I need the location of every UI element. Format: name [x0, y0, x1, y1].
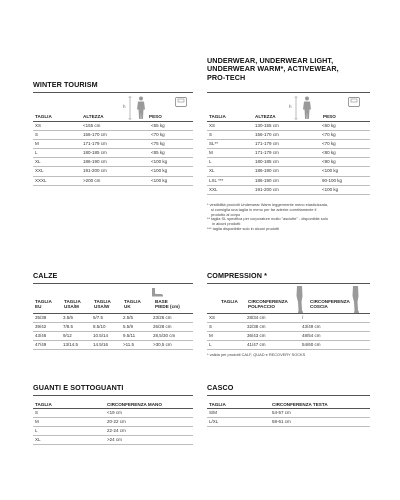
table-cell: M — [207, 149, 255, 158]
table-cell: 43/49 cm — [302, 323, 370, 332]
table-cell: 171-179 cm — [255, 140, 322, 149]
table-cell: 22-24 cm — [107, 427, 193, 436]
table-cell: 32/38 cm — [247, 323, 302, 332]
table-row — [33, 323, 193, 332]
table-row — [33, 167, 193, 176]
table-cell: XXXL — [33, 176, 83, 185]
table-row — [33, 409, 193, 418]
table-row — [207, 158, 370, 167]
table-cell: XS — [207, 122, 255, 131]
table-row — [33, 427, 193, 436]
column-header-line: UK — [124, 304, 131, 310]
table-cell: 180-185 cm — [255, 158, 322, 167]
table-cell: <75 kg — [151, 140, 193, 149]
person-height-icon — [292, 95, 322, 121]
column-header-line: BASE — [155, 299, 168, 304]
table-row — [207, 409, 370, 418]
calze-size-table — [33, 313, 193, 350]
table-row — [33, 436, 193, 445]
column-header-line: EU — [35, 304, 42, 310]
table-cell: 14.5/16 — [93, 341, 123, 350]
guanti-title-rule — [33, 395, 193, 396]
note-line: si consiglia una taglia in meno per far aderire correttamente il — [211, 206, 317, 212]
column-header — [124, 299, 141, 309]
table-row — [207, 122, 370, 131]
winter-size-table — [33, 121, 193, 186]
table-row — [207, 167, 370, 176]
table-row — [33, 314, 193, 323]
table-cell: XL — [207, 167, 255, 176]
table-row — [33, 176, 193, 185]
table-row — [207, 149, 370, 158]
underwear-col-size: TAGLIA — [209, 114, 226, 119]
table-cell: >24 cm — [107, 436, 193, 445]
table-cell: 20-22 cm — [107, 418, 193, 427]
table-cell: XXL — [33, 167, 83, 176]
winter-col-size: TAGLIA — [35, 114, 52, 119]
table-cell: S — [33, 131, 83, 140]
table-cell: SL** — [207, 140, 255, 149]
column-header-line: CIRCONFERENZA — [310, 299, 350, 304]
note-line: * vestibilità prodotti Underwear Warm leggermente meno elasticizzata, — [207, 202, 328, 207]
table-cell: 35/38 — [33, 314, 63, 323]
table-row — [33, 131, 193, 140]
table-cell: 186-190 cm — [255, 167, 322, 176]
table-cell: 8.5/10 — [93, 323, 123, 332]
underwear-title-line: UNDERWEAR, UNDERWEAR LIGHT, — [207, 56, 334, 65]
column-header-line: TAGLIA — [94, 299, 111, 304]
table-row — [33, 158, 193, 167]
table-cell: S — [33, 409, 107, 418]
table-cell: <80 kg — [322, 149, 370, 158]
table-cell: <70 kg — [322, 140, 370, 149]
table-cell: S — [207, 131, 255, 140]
table-row — [33, 149, 193, 158]
winter-title-rule — [33, 92, 193, 93]
leg-icon — [294, 286, 304, 314]
casco-col-circumference: CIRCONFERENZA TESTA — [272, 402, 328, 407]
column-header-line: TAGLIA — [35, 299, 52, 304]
table-cell: XS — [33, 122, 83, 131]
table-cell: 180-185 cm — [83, 149, 151, 158]
column-header-line: CIRCONFERENZA — [248, 299, 288, 304]
column-header-line: PIEDE (cm) — [155, 304, 180, 310]
table-cell: S — [207, 323, 247, 332]
table-cell: 3.5/6 — [63, 314, 93, 323]
table-cell: L — [33, 427, 107, 436]
table-row — [207, 341, 370, 350]
table-cell: L/XL — [207, 418, 272, 427]
column-header-line: TAGLIA — [64, 299, 81, 304]
table-row — [207, 323, 370, 332]
table-row — [207, 176, 370, 185]
column-header — [35, 299, 52, 309]
column-header — [221, 299, 238, 304]
table-cell: 39/42 — [33, 323, 63, 332]
table-row — [33, 418, 193, 427]
table-row — [207, 131, 370, 140]
table-cell: 36/43 cm — [247, 332, 302, 341]
underwear-col-height: ALTEZZA — [255, 114, 276, 119]
table-cell: 41/47 cm — [247, 341, 302, 350]
table-cell: <65 kg — [151, 122, 193, 131]
table-cell: 9/12 — [63, 332, 93, 341]
table-cell: XL — [33, 436, 107, 445]
leg-icon — [350, 286, 360, 314]
table-cell: <85 kg — [151, 149, 193, 158]
table-cell: 5.5/9 — [123, 323, 153, 332]
table-cell: XL — [33, 158, 83, 167]
underwear-size-table — [207, 121, 370, 195]
table-cell: <70 kg — [151, 131, 193, 140]
underwear-title-line: UNDERWEAR WARM*, ACTIVEWEAR, — [207, 64, 339, 74]
column-header — [64, 299, 81, 309]
column-header-line: COSCIA — [310, 304, 328, 310]
note-line: ** taglia SL specifica per corporature molto "asciutte" - disponibile solo — [207, 216, 328, 222]
table-cell: <90 kg — [322, 158, 370, 167]
table-cell: <70 kg — [322, 131, 370, 140]
guanti-title: GUANTI E SOTTOGUANTI — [33, 383, 124, 392]
table-cell: 171-179 cm — [255, 149, 322, 158]
table-cell: <100 kg — [151, 167, 193, 176]
table-cell: 2.5/5 — [123, 314, 153, 323]
table-cell: 54-57 cm — [272, 409, 370, 418]
casco-title: CASCO — [207, 383, 234, 392]
table-row — [33, 122, 193, 131]
compression-size-table — [207, 313, 370, 350]
winter-col-height: ALTEZZA — [83, 114, 104, 119]
winter-col-weight: PESO — [149, 114, 162, 119]
table-cell: S/M — [207, 409, 272, 418]
table-cell: M — [33, 140, 83, 149]
underwear-col-weight: PESO — [323, 114, 336, 119]
table-cell: 23/26 cm — [153, 314, 193, 323]
guanti-col-size: TAGLIA — [35, 402, 52, 407]
winter-tourism-title: WINTER TOURISM — [33, 80, 98, 89]
table-cell: XS — [207, 314, 247, 323]
table-cell: <100 kg — [322, 167, 370, 176]
underwear-title-rule — [207, 92, 370, 93]
column-header — [310, 299, 350, 309]
table-cell: <100 kg — [322, 185, 370, 194]
table-row — [33, 341, 193, 350]
compression-title-rule — [207, 283, 370, 284]
table-cell: / — [302, 314, 370, 323]
table-row — [207, 314, 370, 323]
table-cell: >11.5 — [123, 341, 153, 350]
guanti-size-table — [33, 408, 193, 445]
table-cell: 47/49 — [33, 341, 63, 350]
table-cell: 186-190 cm — [83, 158, 151, 167]
underwear-title-line: PRO-TECH — [207, 72, 246, 82]
table-cell: 7/8.5 — [63, 323, 93, 332]
table-cell: L — [207, 341, 247, 350]
note-line: in alcuni prodotti — [212, 221, 241, 227]
table-cell: 156-170 cm — [83, 131, 151, 140]
winter-h-marker: h — [123, 104, 126, 109]
table-cell: >30,5 cm — [153, 341, 193, 350]
table-cell: L — [33, 149, 83, 158]
table-cell: 171-179 cm — [83, 140, 151, 149]
underwear-h-marker: h — [289, 104, 292, 109]
table-cell: 130-155 cm — [255, 122, 322, 131]
table-cell: 26/28 cm — [153, 323, 193, 332]
table-cell: 48/54 cm — [302, 332, 370, 341]
table-cell: 58-61 cm — [272, 418, 370, 427]
table-cell: <155 cm — [83, 122, 151, 131]
table-cell: 90-100 kg — [322, 176, 370, 185]
casco-title-rule — [207, 395, 370, 396]
column-header-line: POLPACCIO — [248, 304, 275, 310]
table-cell: 10.5/14 — [93, 332, 123, 341]
column-header — [94, 299, 111, 309]
table-cell: 5/7.5 — [93, 314, 123, 323]
table-cell: 28,5/30 cm — [153, 332, 193, 341]
table-cell: 191-200 cm — [83, 167, 151, 176]
calze-title-rule — [33, 283, 193, 284]
table-cell: 43/46 — [33, 332, 63, 341]
column-header-line: TAGLIA — [221, 299, 238, 304]
note-line: *** taglia disponibile solo in alcuni prodotti — [207, 225, 280, 231]
table-cell: M — [33, 418, 107, 427]
column-header-line: USA/M — [64, 304, 79, 310]
casco-col-size: TAGLIA — [209, 402, 226, 407]
table-cell: 191-200 cm — [255, 185, 322, 194]
table-row — [207, 185, 370, 194]
table-cell: 156-170 cm — [255, 131, 322, 140]
column-header — [248, 299, 288, 309]
note-line: prodotto al corpo — [211, 211, 241, 217]
column-header-line: TAGLIA — [124, 299, 141, 304]
guanti-col-circumference: CIRCONFERENZA MANO — [107, 402, 162, 407]
table-cell: 186-190 cm — [255, 176, 322, 185]
compression-title: COMPRESSION * — [207, 271, 268, 280]
scale-weight-icon — [175, 97, 187, 107]
table-cell: <19 cm — [107, 409, 193, 418]
table-cell: <100 kg — [151, 158, 193, 167]
table-cell: <100 kg — [151, 176, 193, 185]
table-cell: 54/60 cm — [302, 341, 370, 350]
table-row — [207, 140, 370, 149]
casco-size-table — [207, 408, 370, 427]
underwear-title — [207, 57, 339, 82]
calze-title: CALZE — [33, 271, 58, 280]
column-header — [155, 299, 180, 309]
underwear-notes — [207, 203, 372, 232]
foot-icon — [150, 287, 164, 297]
column-header-line: USA/W — [94, 304, 110, 310]
table-cell: 28/34 cm — [247, 314, 302, 323]
scale-weight-icon — [348, 97, 360, 107]
table-row — [207, 418, 370, 427]
table-cell: XXL — [207, 185, 255, 194]
table-row — [33, 140, 193, 149]
compression-note: * valida per prodotti CALF, QUAD e RECOVERY SOCKS — [207, 352, 306, 357]
table-row — [207, 332, 370, 341]
table-cell: L — [207, 158, 255, 167]
table-cell: <60 kg — [322, 122, 370, 131]
table-cell: M — [207, 332, 247, 341]
table-cell: >200 cm — [83, 176, 151, 185]
table-cell: LXL *** — [207, 176, 255, 185]
table-cell: 9.5/11 — [123, 332, 153, 341]
table-cell: 13/14.5 — [63, 341, 93, 350]
table-row — [33, 332, 193, 341]
